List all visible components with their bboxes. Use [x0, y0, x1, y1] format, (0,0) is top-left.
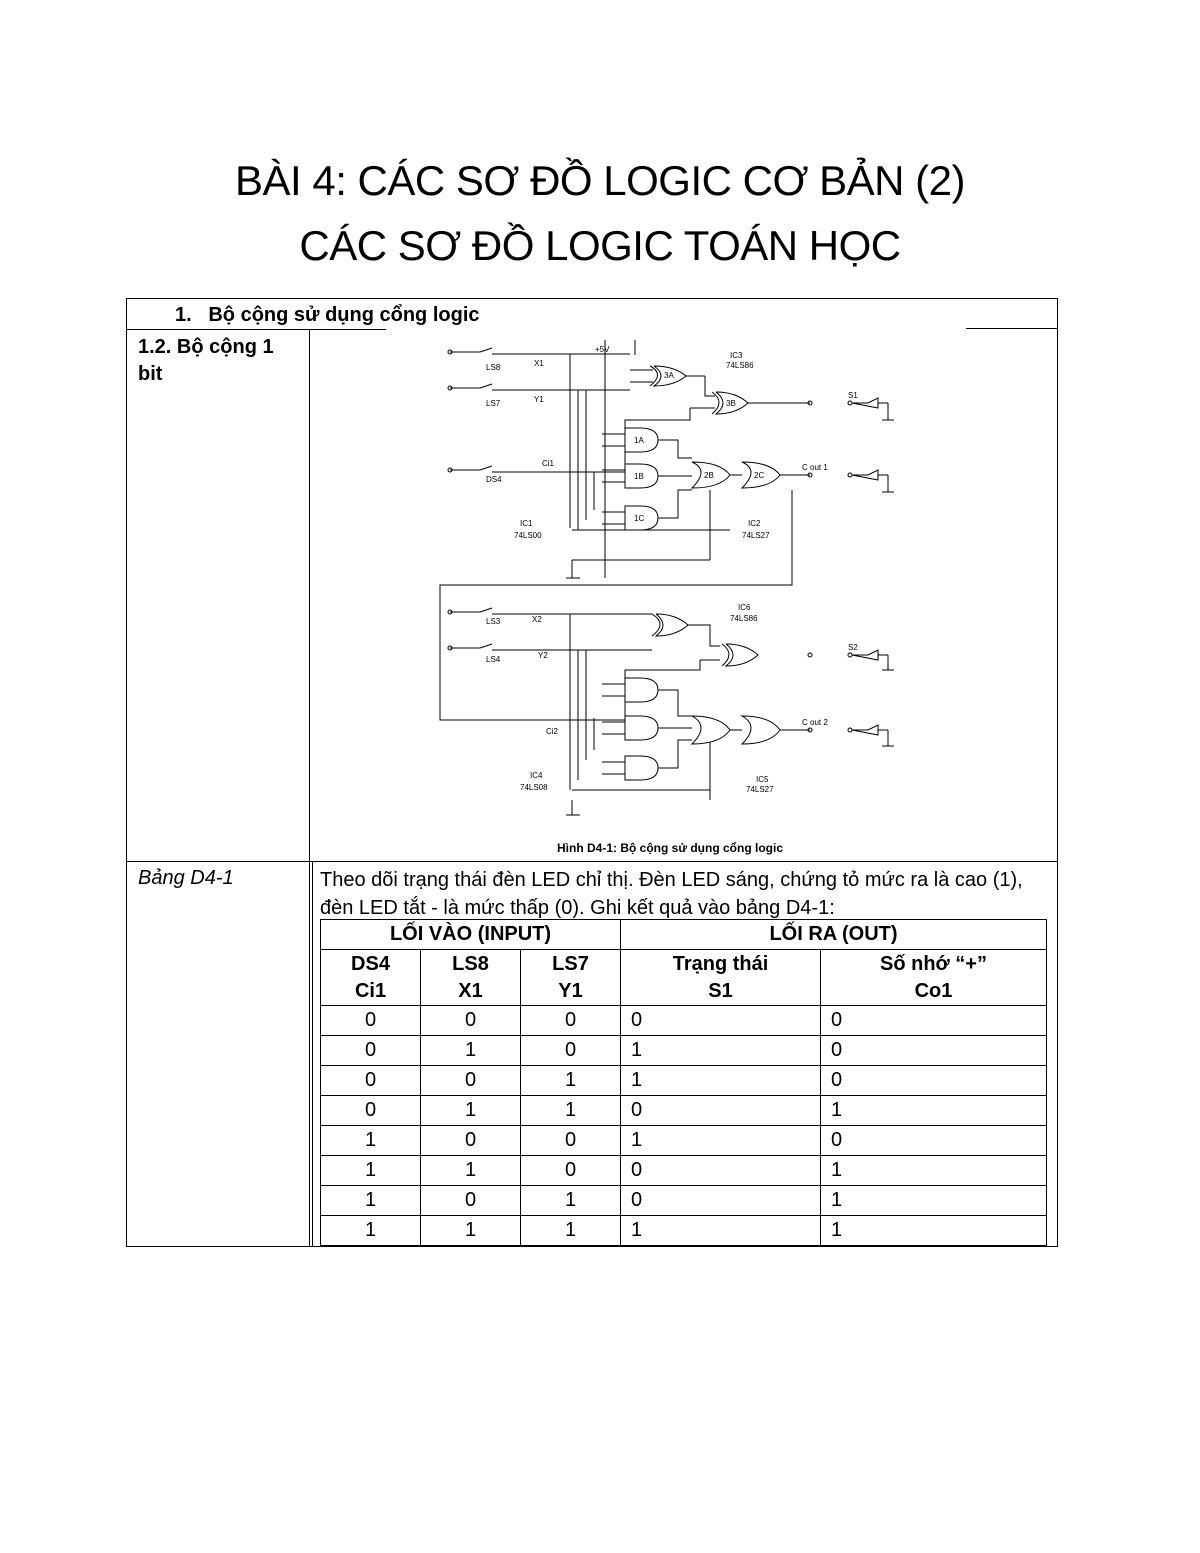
- table-cell: 1: [521, 1066, 621, 1096]
- table-cell: 1: [621, 1066, 821, 1096]
- gate-1a-label: 1A: [634, 436, 644, 445]
- table-cell: 0: [821, 1066, 1047, 1096]
- output-header: LỐI RA (OUT): [621, 920, 1047, 950]
- table-row: [321, 1126, 1047, 1156]
- adder-circuit-diagram: [430, 330, 910, 840]
- ic1-label: IC1: [520, 519, 533, 528]
- y2-label: Y2: [538, 651, 548, 660]
- column-header: [421, 950, 521, 1006]
- table-cell: 0: [621, 1156, 821, 1186]
- title-line-1: BÀI 4: CÁC SƠ ĐỒ LOGIC CƠ BẢN (2): [234, 157, 965, 204]
- ci2-label: Ci2: [546, 727, 559, 736]
- column-header: [521, 950, 621, 1006]
- table-cell: 0: [321, 1036, 421, 1066]
- table-row: [321, 1066, 1047, 1096]
- section-heading: [175, 304, 480, 327]
- section-number: 1.: [175, 304, 192, 326]
- table-cell: 1: [621, 1126, 821, 1156]
- table-cell: 1: [421, 1156, 521, 1186]
- column-header-line2: Y1: [558, 979, 583, 1002]
- table-cell: 1: [821, 1186, 1047, 1216]
- table-cell: 0: [621, 1096, 821, 1126]
- section-label: Bộ cộng sử dụng cổng logic: [208, 304, 480, 326]
- table-cell: 0: [421, 1186, 521, 1216]
- table-cell: 0: [321, 1066, 421, 1096]
- table-cell: 1: [621, 1216, 821, 1246]
- ls4-label: LS4: [486, 655, 501, 664]
- table-cell: 0: [821, 1036, 1047, 1066]
- table-cell: 1: [821, 1156, 1047, 1186]
- gate-1b-label: 1B: [634, 472, 644, 481]
- table-cell: 1: [521, 1216, 621, 1246]
- row-divider-left: [126, 329, 386, 330]
- ic6-part: 74LS86: [730, 614, 758, 623]
- table-row: [321, 1096, 1047, 1126]
- column-header: [621, 950, 821, 1006]
- cout1-label: C out 1: [802, 463, 828, 472]
- table-cell: 1: [521, 1186, 621, 1216]
- row-divider-right: [966, 328, 1058, 329]
- x2-label: X2: [532, 615, 542, 624]
- gate-1c-label: 1C: [634, 514, 645, 523]
- table-cell: 1: [321, 1126, 421, 1156]
- table-cell: 0: [421, 1126, 521, 1156]
- s1-label: S1: [848, 391, 858, 400]
- table-row: [321, 1186, 1047, 1216]
- gate-2b-label: 2B: [704, 471, 714, 480]
- ic4-label: IC4: [530, 771, 543, 780]
- table-cell: 0: [421, 1066, 521, 1096]
- table-cell: 0: [821, 1006, 1047, 1036]
- table-cell: 1: [421, 1096, 521, 1126]
- truth-table: [320, 919, 1047, 1246]
- ic4-part: 74LS08: [520, 783, 548, 792]
- table-cell: 0: [621, 1186, 821, 1216]
- table-cell: 0: [521, 1036, 621, 1066]
- ls3-label: LS3: [486, 617, 501, 626]
- table-cell: 0: [321, 1096, 421, 1126]
- ic5-part: 74LS27: [746, 785, 774, 794]
- gate-2c-label: 2C: [754, 471, 765, 480]
- column-header-line2: Co1: [914, 979, 953, 1002]
- table-row: [321, 1036, 1047, 1066]
- column-header-line1: LS7: [552, 952, 589, 975]
- table-label: Bảng D4-1: [138, 867, 234, 889]
- table-row: [321, 1156, 1047, 1186]
- x1-label: X1: [534, 359, 544, 368]
- table-cell: 1: [421, 1216, 521, 1246]
- ic2-label: IC2: [748, 519, 761, 528]
- table-cell: 0: [521, 1156, 621, 1186]
- s2-label: S2: [848, 643, 858, 652]
- ci1-label: Ci1: [542, 459, 555, 468]
- column-header: [821, 950, 1047, 1006]
- table-row: [321, 1006, 1047, 1036]
- column-header-line1: Số nhớ “+”: [879, 952, 987, 975]
- table-row: [321, 1216, 1047, 1246]
- table-cell: 0: [521, 1006, 621, 1036]
- diagram-caption: Hình D4-1: Bộ cộng sử dụng cổng logic: [556, 841, 783, 855]
- y1-label: Y1: [534, 395, 544, 404]
- column-header-line1: Trạng thái: [672, 952, 769, 975]
- table-cell: 1: [321, 1156, 421, 1186]
- column-header-line2: Ci1: [354, 979, 387, 1002]
- ic6-label: IC6: [738, 603, 751, 612]
- table-cell: 0: [821, 1126, 1047, 1156]
- column-divider: [309, 329, 310, 1247]
- ic2-part: 74LS27: [742, 531, 770, 540]
- subsection-label: 1.2. Bộ cộng 1 bit: [138, 336, 274, 385]
- ic5-label: IC5: [756, 775, 769, 784]
- column-header: [321, 950, 421, 1006]
- table-cell: 0: [421, 1006, 521, 1036]
- table-cell: 1: [521, 1096, 621, 1126]
- table-cell: 1: [821, 1216, 1047, 1246]
- table-cell: 0: [321, 1006, 421, 1036]
- ic3-label: IC3: [730, 351, 743, 360]
- ds4-label: DS4: [486, 475, 502, 484]
- table-cell: 1: [621, 1036, 821, 1066]
- column-header-line2: S1: [708, 979, 733, 1002]
- column-header-line1: LS8: [452, 952, 489, 975]
- row-divider-2: [126, 861, 1058, 862]
- table-cell: 1: [421, 1036, 521, 1066]
- ic1-part: 74LS00: [514, 531, 542, 540]
- ls8-label: LS8: [486, 363, 501, 372]
- table-cell: 1: [321, 1216, 421, 1246]
- ic3-part: 74LS86: [726, 361, 754, 370]
- table-cell: 0: [621, 1006, 821, 1036]
- instructions-text: Theo dõi trạng thái đèn LED chỉ thị. Đèn LED sáng, chứng tỏ mức ra là cao (1), đèn LED tắt - là mức thấp (0). Ghi kết quả vào bảng D4-1:: [320, 869, 1023, 919]
- column-divider-inner: [312, 861, 313, 1247]
- input-header: LỐI VÀO (INPUT): [321, 920, 621, 950]
- gate-3a-label: 3A: [664, 371, 674, 380]
- table-cell: 0: [521, 1126, 621, 1156]
- vcc-label: +5V: [595, 345, 610, 354]
- cout2-label: C out 2: [802, 718, 828, 727]
- table-cell: 1: [321, 1186, 421, 1216]
- gate-3b-label: 3B: [726, 399, 736, 408]
- table-cell: 1: [821, 1096, 1047, 1126]
- column-header-line2: X1: [458, 979, 483, 1002]
- lower-circuit: [448, 608, 894, 815]
- ls7-label: LS7: [486, 399, 501, 408]
- title-line-2: CÁC SƠ ĐỒ LOGIC TOÁN HỌC: [299, 222, 901, 269]
- column-header-line1: DS4: [351, 952, 390, 975]
